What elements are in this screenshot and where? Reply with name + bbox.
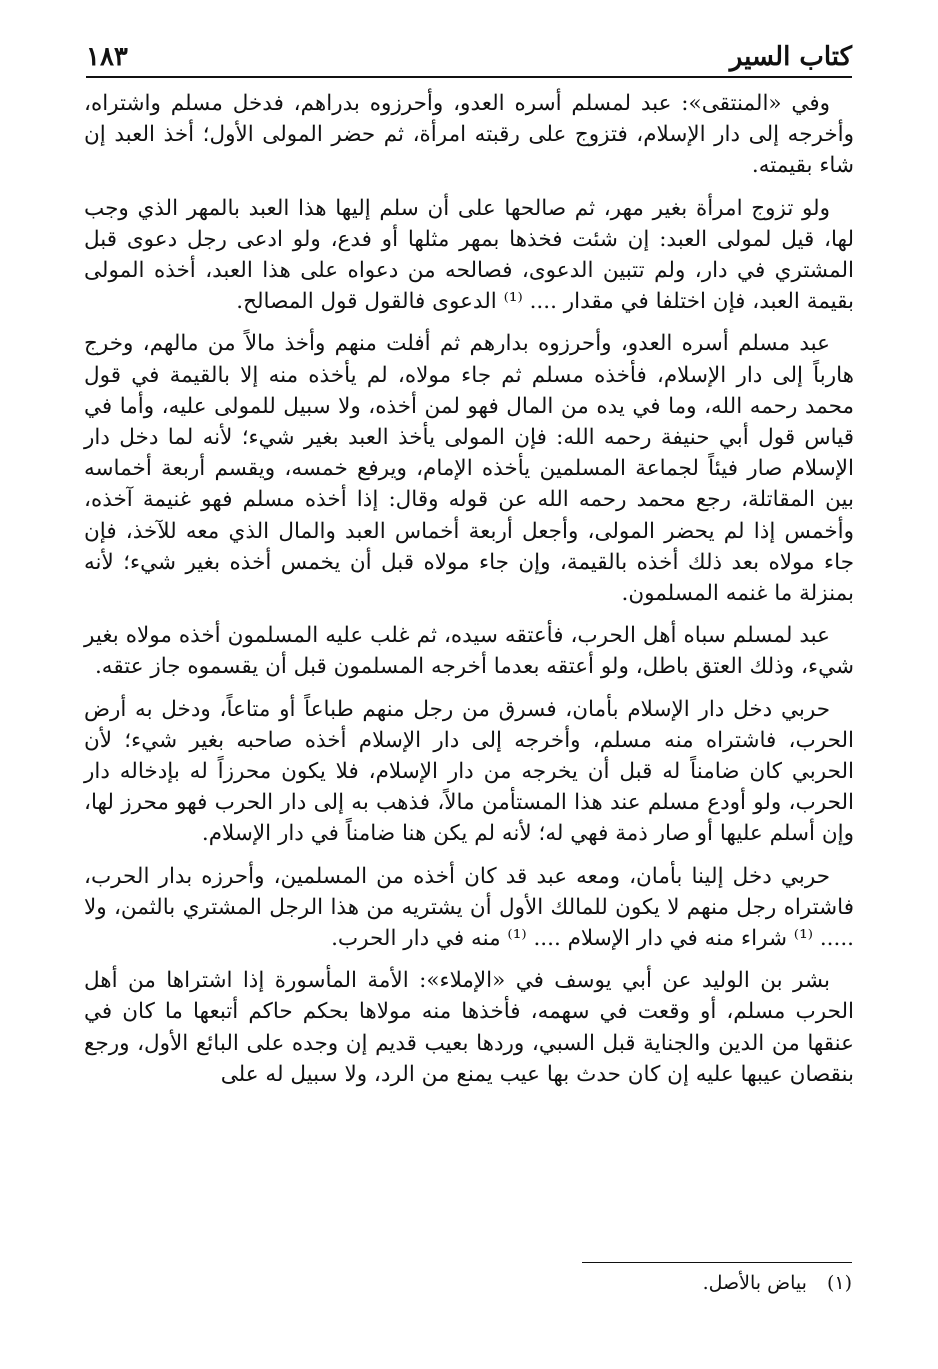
main-text <box>84 88 854 1101</box>
running-header <box>86 28 852 78</box>
paragraph: ولو تزوج امرأة بغير مهر، ثم صالحها على أن سلم إليها هذا العبد بالمهر الذي وجب لها، قيل لمولى العبد: إن شئت فخذها بمهر مثلها أو فدع، ولو ادعى رجل دعوى قبل المشتري في دار، ولم تتبين الدعوى، فصالحه من دعواه على هذا العبد، أخذه المولى بقيمة العبد، فإن اختلفا في مقدار .... ⁽¹⁾ الدعوى فالقول قول المصالح. <box>84 195 854 315</box>
footnote-text: بياض بالأصل. <box>702 1272 807 1294</box>
paragraph: وفي «المنتقى»: عبد لمسلم أسره العدو، وأحرزوه بدراهم، فدخل مسلم واشتراه، وأخرجه إلى دار الإسلام، فتزوج على رقبته امرأة، ثم حضر المولى الأول؛ أخذ العبد إن شاء بقيمته. <box>84 91 854 179</box>
footnote-number: (١) <box>826 1272 852 1294</box>
paragraph: عبد مسلم أسره العدو، وأحرزوه بدارهم ثم أفلت منهم وأخذ مالاً من مالهم، وخرج هارباً إلى دار الإسلام، فأخذه مسلم ثم جاء مولاه، لم يأخذه منه إلا بالقيمة في قول محمد رحمه الله، وما في يده من المال فهو لمن أخذه، ولا سبيل للمولى عليه، وأما في قياس قول أبي حنيفة رحمه الله: فإن المولى يأخذ العبد بغير شيء؛ لأنه لما دخل دار الإسلام صار فيئاً لجماعة المسلمين يأخذه الإمام، ويرفع خمسه، ويقسم أربعة أخماسه بين المقاتلة، رجع محمد رحمه الله عن قوله وقال: إذا أخذه مسلم فهو غنيمة آخذه، وأخمس إذا لم يحضر المولى، وأجعل أربعة أخماس العبد والمال الذي معه للآخذ، فإن جاء مولاه بعد ذلك أخذه بالقيمة، وإن جاء مولاه قبل أن يخمس أخذه بغير شيء؛ لأنه بمنزلة ما غنمه المسلمون. <box>84 331 854 607</box>
footnote-separator <box>582 1262 852 1263</box>
paragraph: حربي دخل دار الإسلام بأمان، فسرق من رجل منهم طباعاً أو متاعاً، ودخل به أرض الحرب، فاشتراه منه مسلم، وأخرجه إلى دار الإسلام أخذه صاحبه بغير شيء؛ لأن الحربي كان ضامناً له قبل أن يخرجه من دار الإسلام، فلا يكون محرزاً له بإدخاله دار الحرب، ولو أودع مسلم عند هذا المستأمن مالاً، فذهب به إلى دار الحرب فهو محرز لها، وإن أسلم عليها أو صار ذمة فهي له؛ لأنه لم يكن هنا ضامناً في دار الإسلام. <box>84 696 854 847</box>
footnote <box>703 1272 852 1294</box>
paragraph: عبد لمسلم سباه أهل الحرب، فأعتقه سيده، ثم غلب عليه المسلمون أخذه مولاه بغير شيء، وذلك العتق باطل، ولو أعتقه بعدما أخرجه المسلمون قبل أن يقسموه جاز عتقه. <box>84 623 854 680</box>
paragraph: حربي دخل إلينا بأمان، ومعه عبد قد كان أخذه من المسلمين، وأحرزه بدار الحرب، فاشتراه رجل منهم لا يكون للمالك الأول أن يشتريه من هذا الرجل المشتري بالثمن، ولا ..... ⁽¹⁾ شراء منه في دار الإسلام .... ⁽¹⁾ منه في دار الحرب. <box>84 863 854 952</box>
page-number: ١٨٣ <box>86 42 128 72</box>
chapter-title: كتاب السير <box>729 42 852 72</box>
paragraph: بشر بن الوليد عن أبي يوسف في «الإملاء»: الأمة المأسورة إذا اشتراها من أهل الحرب مسلم، أو وقعت في سهمه، فأخذها منه مولاها بحكم حاكم أتبعها ما كان في عنقها من الدين والجناية قبل السبي، وردها بعيب قديم إن وجده على البائع الأول، ورجع بنقصان عيبها عليه إن كان حدث بها عيب يمنع من الرد، ولا سبيل له على <box>84 968 854 1087</box>
